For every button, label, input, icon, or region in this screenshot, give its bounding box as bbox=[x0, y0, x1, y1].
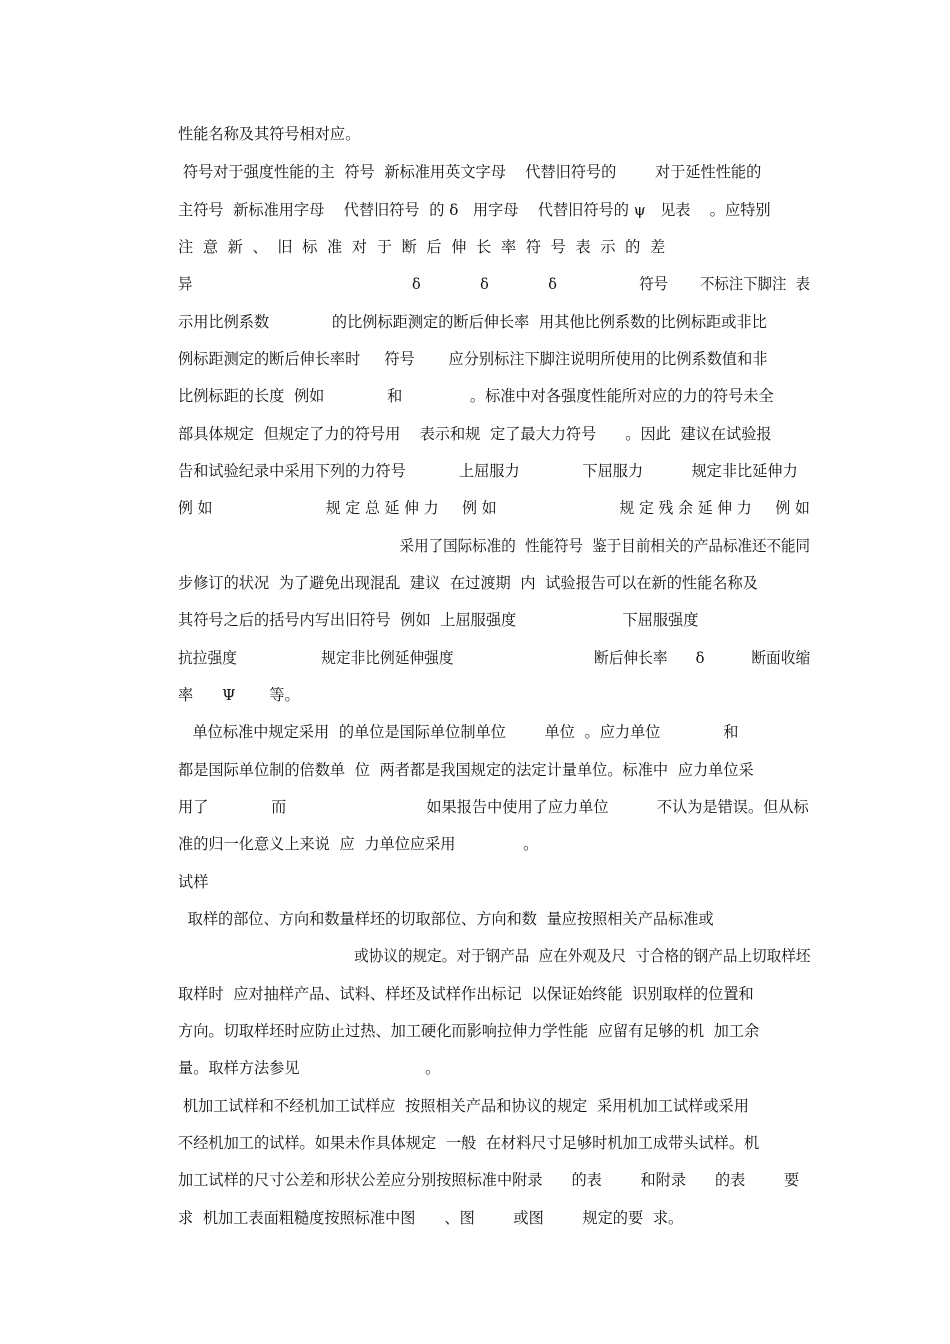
text-line: 抗拉强度 规定非比例延伸强度 断后伸长率 δ 断面收缩 bbox=[178, 649, 811, 667]
text-line: 比例标距的长度 例如 和 。标准中对各强度性能所对应的力的符号未全 bbox=[178, 387, 774, 405]
text-line: 都是国际单位制的倍数单 位 两者都是我国规定的法定计量单位。标准中 应力单位采 bbox=[178, 761, 754, 779]
text-line: 加工试样的尺寸公差和形状公差应分别按照标准中附录 的表 和附录 的表 要 bbox=[178, 1171, 800, 1189]
text-line: 采用了国际标准的 性能符号 鉴于目前相关的产品标准还不能同 bbox=[178, 537, 811, 555]
text-line: 主符号 新标准用字母 代替旧符号 的 δ 用字母 代替旧符号的 ψ 见表 。应特别 bbox=[178, 201, 771, 219]
text-line: 部具体规定 但规定了力的符号用 表示和规 定了最大力符号 。因此 建议在试验报 bbox=[178, 425, 772, 443]
text-line: 告和试验纪录中采用下列的力符号 上屈服力 下屈服力 规定非比延伸力 bbox=[178, 462, 798, 480]
text-line: 机加工试样和不经机加工试样应 按照相关产品和协议的规定 采用机加工试样或采用 bbox=[178, 1097, 749, 1115]
text-line: 量。取样方法参见 。 bbox=[178, 1059, 441, 1077]
text-line: 例 如 规 定 总 延 伸 力 例 如 规 定 残 余 延 伸 力 例 如 bbox=[178, 499, 810, 517]
text-line: 方向。切取样坯时应防止过热、加工硬化而影响拉伸力学性能 应留有足够的机 加工余 bbox=[178, 1022, 760, 1040]
text-line: 率 Ψ 等。 bbox=[178, 686, 300, 704]
text-line: 步修订的状况 为了避免出现混乱 建议 在过渡期 内 试验报告可以在新的性能名称及 bbox=[178, 574, 758, 592]
text-line: 注 意 新 、 旧 标 准 对 于 断 后 伸 长 率 符 号 表 示 的 差 bbox=[178, 238, 666, 256]
text-line: 性能名称及其符号相对应。 bbox=[178, 125, 361, 143]
text-line: 单位标准中规定采用 的单位是国际单位制单位 单位 。应力单位 和 bbox=[178, 723, 739, 741]
text-line: 其符号之后的括号内写出旧符号 例如 上屈服强度 下屈服强度 bbox=[178, 611, 699, 629]
text-line: 取样时 应对抽样产品、试料、样坯及试样作出标记 以保证始终能 识别取样的位置和 bbox=[178, 985, 754, 1003]
text-line: 或协议的规定。对于钢产品 应在外观及尺 寸合格的钢产品上切取样坯 bbox=[178, 947, 811, 965]
text-line: 取样的部位、方向和数量样坯的切取部位、方向和数 量应按照相关产品标准或 bbox=[178, 910, 714, 928]
text-line: 准的归一化意义上来说 应 力单位应采用 。 bbox=[178, 835, 539, 853]
text-line: 不经机加工的试样。如果未作具体规定 一般 在材料尺寸足够时机加工成带头试样。机 bbox=[178, 1134, 760, 1152]
text-line: 异 δ δ δ 符号 不标注下脚注 表 bbox=[178, 275, 810, 293]
text-line: 用了 而 如果报告中使用了应力单位 不认为是错误。但从标 bbox=[178, 798, 809, 816]
text-line: 符号对于强度性能的主 符号 新标准用英文字母 代替旧符号的 对于延性性能的 bbox=[178, 163, 762, 181]
text-line: 示用比例系数 的比例标距测定的断后伸长率 用其他比例系数的比例标距或非比 bbox=[178, 313, 767, 331]
text-line: 例标距测定的断后伸长率时 符号 应分别标注下脚注说明所使用的比例系数值和非 bbox=[178, 350, 768, 368]
section-heading: 试样 bbox=[178, 873, 209, 891]
text-line: 求 机加工表面粗糙度按照标准中图 、图 或图 规定的要 求。 bbox=[178, 1209, 684, 1227]
